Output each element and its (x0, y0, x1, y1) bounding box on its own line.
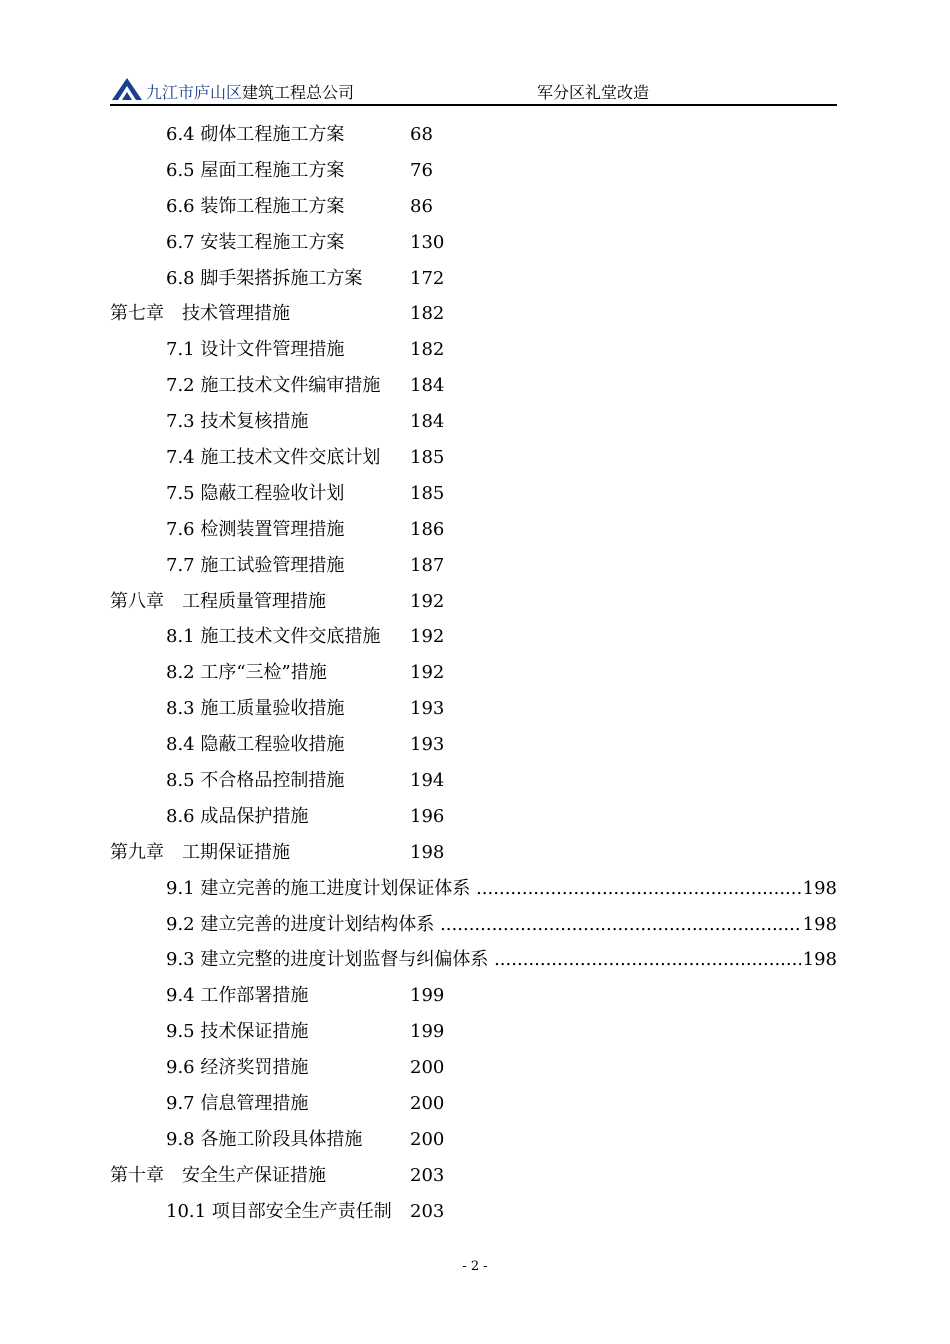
toc-entry-page: 185 (410, 447, 445, 469)
toc-entry-page: 130 (410, 231, 445, 253)
toc-entry-label: 第九章 工期保证措施 (110, 841, 290, 863)
company-name (146, 80, 354, 103)
toc-entry[interactable] (0, 1194, 950, 1230)
toc-entry-page: 194 (410, 770, 445, 792)
toc-entry-label: 6.8 脚手架搭拆施工方案 (166, 267, 363, 289)
project-title: 军分区礼堂改造 (537, 83, 650, 102)
toc-entry-label: 8.6 成品保护措施 (166, 805, 309, 827)
toc-entry[interactable] (0, 476, 950, 512)
toc-entry[interactable] (0, 404, 950, 440)
toc-entry-page: 203 (410, 1200, 445, 1222)
toc-entry[interactable] (0, 1122, 950, 1158)
toc-entry[interactable] (0, 691, 950, 727)
toc-entry[interactable] (0, 799, 950, 835)
toc-entry-page: 68 (410, 124, 433, 145)
toc-entry-page: 198 (410, 841, 445, 863)
toc-entry-label: 10.1 项目部安全生产责任制 (166, 1200, 392, 1222)
toc-entry-label: 9.8 各施工阶段具体措施 (166, 1128, 363, 1150)
toc-entry-page: 187 (410, 554, 445, 576)
toc-entry-label: 8.4 隐蔽工程验收措施 (166, 734, 345, 756)
toc-entry-page: 200 (410, 1057, 445, 1079)
toc-entry-page: 182 (410, 303, 445, 325)
toc-entry-page: 193 (410, 698, 445, 720)
toc-entry-page: 182 (410, 339, 445, 361)
toc-entry-label: 8.2 工序“三检”措施 (166, 662, 327, 684)
toc-entry-label: 8.1 施工技术文件交底措施 (166, 626, 381, 648)
toc-entry-label: 7.1 设计文件管理措施 (166, 339, 345, 361)
toc-entry[interactable] (0, 332, 950, 368)
toc-entry-label: 6.5 屋面工程施工方案 (166, 159, 345, 181)
toc-entry[interactable] (0, 727, 950, 763)
toc-entry-page: 196 (410, 805, 445, 827)
toc-entry-label: 9.4 工作部署措施 (166, 985, 309, 1007)
toc-entry-label: 7.3 技术复核措施 (166, 411, 309, 433)
toc-entry-page: 192 (410, 626, 445, 648)
toc-entry[interactable] (0, 368, 950, 404)
toc-entry[interactable] (0, 871, 950, 907)
toc-entry-label: 9.7 信息管理措施 (166, 1093, 309, 1115)
toc-entry-label: 9.2 建立完善的进度计划结构体系 ..... (166, 907, 837, 943)
toc-entry[interactable] (0, 584, 950, 620)
toc-entry[interactable] (0, 117, 950, 153)
toc-entry[interactable] (0, 189, 950, 225)
toc-entry[interactable] (0, 153, 950, 189)
toc-entry-label: 第十章 安全生产保证措施 (110, 1164, 326, 1186)
toc-entry-page: 199 (410, 1021, 445, 1043)
company-name-suffix: 建筑工程总公司 (242, 83, 355, 102)
toc-entry[interactable] (0, 261, 950, 297)
toc-entry[interactable] (0, 655, 950, 691)
toc-entry-page: 200 (410, 1093, 445, 1115)
toc-entry-label: 9.5 技术保证措施 (166, 1021, 309, 1043)
toc-entry[interactable] (0, 907, 950, 943)
toc-entry-page: 86 (410, 195, 433, 217)
toc-entry-label: 6.6 装饰工程施工方案 (166, 195, 345, 217)
toc-entry[interactable] (0, 835, 950, 871)
toc-entry-label: 7.7 施工试验管理措施 (166, 554, 345, 576)
toc-entry[interactable] (0, 440, 950, 476)
toc-entry-label: 8.5 不合格品控制措施 (166, 770, 345, 792)
toc-entry[interactable] (0, 1050, 950, 1086)
toc-entry-page: 200 (410, 1128, 445, 1150)
toc-entry-label: 7.6 检测装置管理措施 (166, 518, 345, 540)
toc-entry-page: 172 (410, 267, 445, 289)
toc-entry[interactable] (0, 978, 950, 1014)
toc-entry-page: 76 (410, 159, 433, 181)
table-of-contents (0, 117, 950, 1230)
toc-entry-label: 7.5 隐蔽工程验收计划 (166, 482, 345, 504)
toc-entry-page: 184 (410, 411, 445, 433)
toc-entry[interactable] (0, 763, 950, 799)
toc-entry-label: 6.7 安装工程施工方案 (166, 231, 345, 253)
toc-entry-page: 193 (410, 734, 445, 756)
toc-entry-page: 198 (801, 942, 837, 978)
toc-entry[interactable] (0, 1014, 950, 1050)
toc-entry-page: 184 (410, 375, 445, 397)
toc-entry-label: 7.2 施工技术文件编审措施 (166, 375, 381, 397)
toc-entry[interactable] (0, 548, 950, 584)
company-logo-icon (110, 76, 144, 102)
page-number: - 2 - (462, 1259, 488, 1274)
toc-entry[interactable] (0, 225, 950, 261)
toc-entry-page: 198 (801, 871, 837, 907)
toc-entry[interactable] (0, 619, 950, 655)
toc-entry-label: 9.1 建立完善的施工进度计划保证体系 ..... (166, 871, 837, 907)
toc-entry[interactable] (0, 512, 950, 548)
toc-entry-page: 198 (801, 907, 837, 943)
toc-entry-label: 第七章 技术管理措施 (110, 303, 290, 325)
toc-entry-page: 186 (410, 518, 445, 540)
toc-entry-label: 8.3 施工质量验收措施 (166, 698, 345, 720)
toc-entry-label: 7.4 施工技术文件交底计划 (166, 447, 381, 469)
toc-entry[interactable] (0, 296, 950, 332)
toc-entry-page: 192 (410, 662, 445, 684)
toc-entry-page: 199 (410, 985, 445, 1007)
toc-entry[interactable] (0, 1158, 950, 1194)
toc-entry[interactable] (0, 942, 950, 978)
toc-entry-page: 192 (410, 590, 445, 612)
toc-entry-label: 第八章 工程质量管理措施 (110, 590, 326, 612)
company-name-prefix: 九江市庐山区 (146, 83, 243, 102)
toc-entry[interactable] (0, 1086, 950, 1122)
toc-entry-page: 185 (410, 482, 445, 504)
toc-entry-label: 9.6 经济奖罚措施 (166, 1057, 309, 1079)
toc-entry-page: 203 (410, 1164, 445, 1186)
page-header (110, 74, 837, 106)
toc-entry-label: 6.4 砌体工程施工方案 (166, 124, 345, 145)
toc-entry-label: 9.3 建立完整的进度计划监督与纠偏体系 ..... (166, 942, 837, 978)
